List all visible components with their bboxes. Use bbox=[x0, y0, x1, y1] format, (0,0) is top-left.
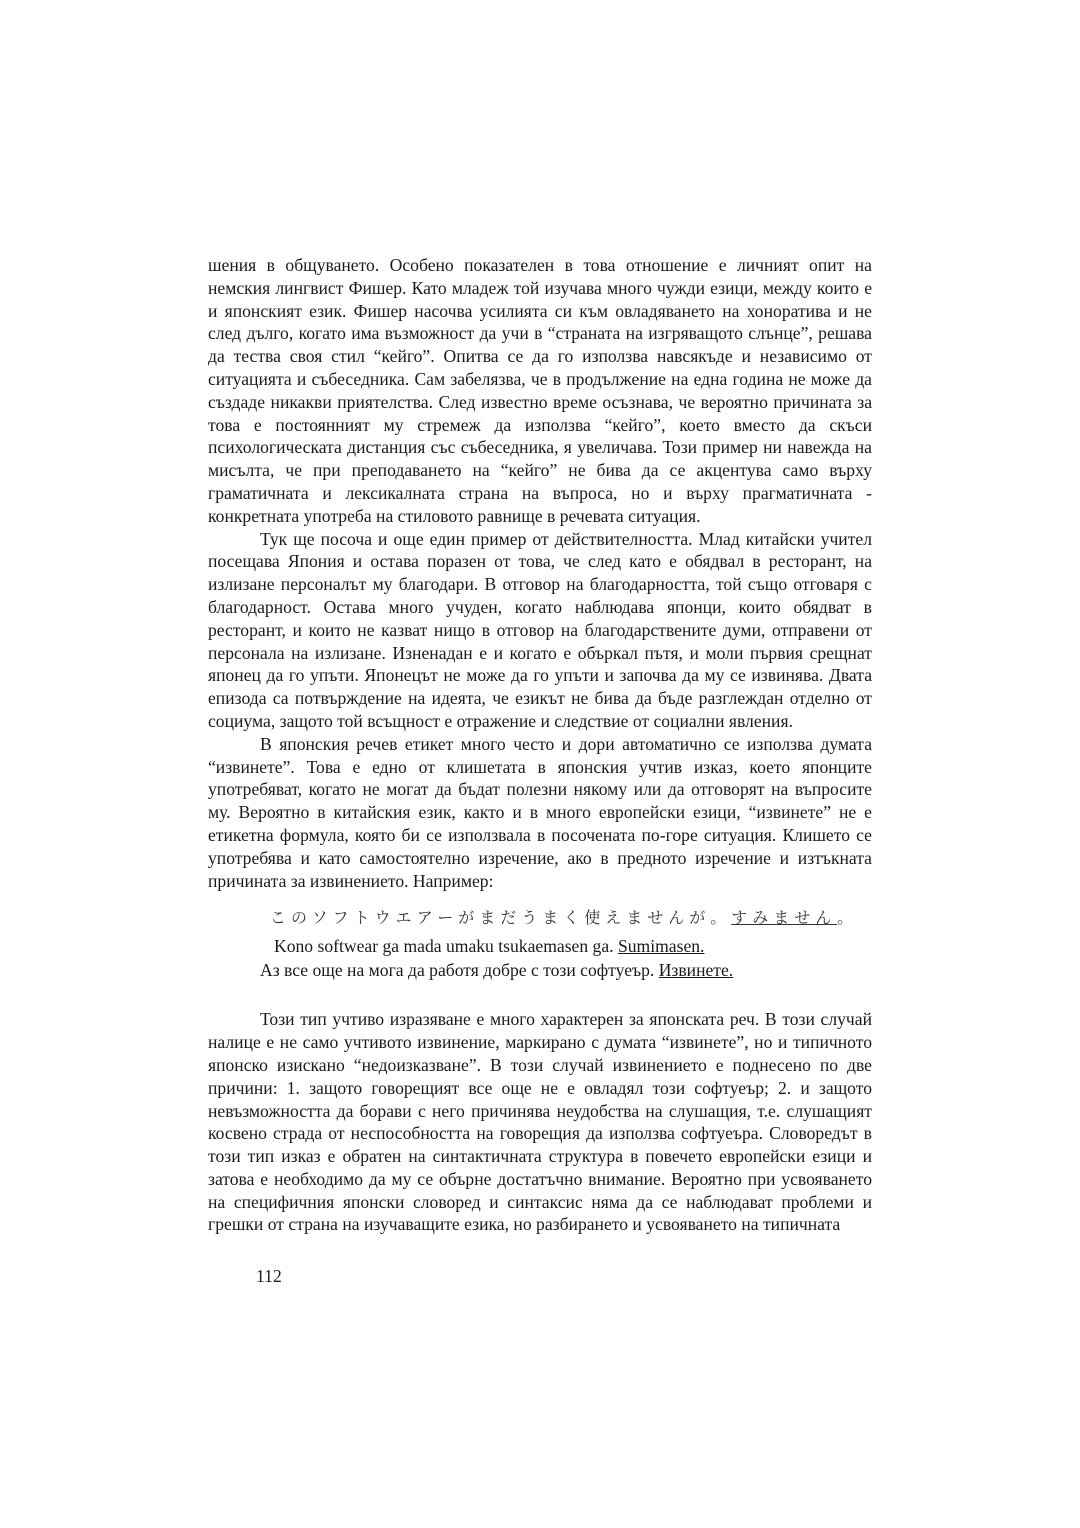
page-body bbox=[208, 254, 872, 1236]
paragraph-2: Тук ще посоча и още един пример от действителността. Млад китайски учител посещава Япония и остава поразен от това, че след като е обядвал в ресторант, на излизане персоналът му благодари. В отговор на благодарността, той също отговаря с благодарност. Остава много учуден, когато наблюдава японци, които обядват в ресторант, и които не казват нищо в отговор на благодарствените думи, отправени от персонала на излизане. Изненадан е и когато е объркал пътя, и моли първия срещнат японец да го упъти. Японецът не може да го упъти и започва да му се извинява. Двата епизода са потвърждение на идеята, че езикът не бива да бъде разглеждан отделно от социума, защото той всъщност е отражение и следствие от социални явления. bbox=[208, 528, 872, 731]
paragraph-3: В японския речев етикет много често и дори автоматично се използва думата “извинете”. Това е едно от клишетата в японския учтив изказ, което японците употребяват, когато не могат да бъдат полезни някому или да отговорят на въпросите му. Вероятно в китайския език, както и в много европейски езици, “извинете” не е етикетна формула, която би се използвала в посочената по-горе ситуация. Клишето се употребява и като самостоятелно изречение, ако в предното изречение и изтъкната причината за извинението. Например: bbox=[208, 733, 872, 891]
romaji-apology: Sumimasen. bbox=[617, 936, 705, 957]
paragraph-4: Този тип учтиво изразяване е много характерен за японската реч. В този случай налице е не само учтивото извинение, маркирано с думата “извинете”, но и типичното японско изискано “недоизказване”. В този случай извинението е поднесено по две причини: 1. защото говорещият все още не е овладял този софтуеър; 2. и защото невъзможността да борави с него причинява неудобства на слушащия, т.е. слушащият косвено страда от неспособността на говорещия да използва софтуеъра. Словоредът в този тип изказ е обратен на синтактичната структура в повечето европейски езици и затова е необходимо да му се обърне достатъчно внимание. Вероятно при усвояването на специфичния японски словоред и синтаксис няма да се наблюдават проблеми и грешки от страна на изучаващите езика, но разбирането и усвояването на типичната bbox=[208, 1009, 872, 1235]
japanese-apology: すみません bbox=[731, 908, 838, 928]
japanese-sentence: このソフトウエアーがまだうまく使えませんが。 bbox=[270, 908, 732, 928]
paragraph-1: шения в общуването. Особено показателен в това отношение е личният опит на немския лингвист Фишер. Като младеж той изучава много чужди езици, между които е и японският език. Фишер насочва усилията си към овладяването на хоноратива и не след дълго, когато има възможност да учи в “страната на изгряващото слънце”, решава да тества своя стил “кейго”. Опитва се да го използва навсякъде и независимо от ситуацията и събеседника. Сам забелязва, че в продължение на една година не може да създаде никакви приятелства. След известно време осъзнава, че вероятно причината за това е постоянният му стремеж да използва “кейго”, което вместо да скъси психологическата дистанция със събеседника, я увеличава. Този пример ни навежда на мисълта, че при преподаването на “кейго” не бива да се акцентува само върху граматичната и лексикалната страна на въпроса, но и върху прагматичната - конкретната употреба на стиловото равнище в речевата ситуация. bbox=[208, 255, 872, 526]
translation-apology: Извинете. bbox=[658, 960, 734, 981]
japanese-example bbox=[270, 904, 872, 932]
page-number: 112 bbox=[256, 1266, 282, 1286]
romaji-example bbox=[274, 934, 872, 958]
romaji-sentence: Kono softwear ga mada umaku tsukaemasen ga. bbox=[274, 936, 618, 957]
example-block bbox=[208, 904, 872, 982]
translation-sentence: Аз все още на мога да работя добре с този софтуеър. bbox=[260, 960, 659, 981]
translation-example bbox=[260, 958, 872, 982]
japanese-period: 。 bbox=[837, 908, 859, 928]
